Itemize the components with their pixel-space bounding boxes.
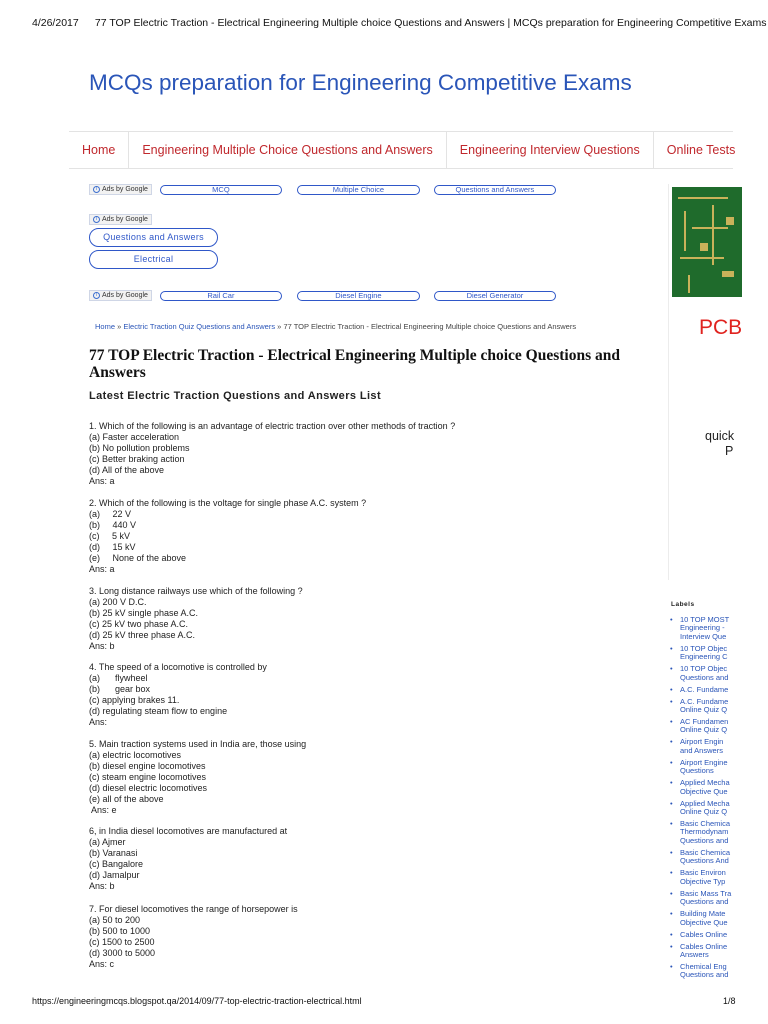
answer-option: (c) 25 kV two phase A.C. — [89, 619, 189, 629]
answer-option: (c) 1500 to 2500 — [89, 937, 155, 947]
label-text-line: Online Quiz Q — [680, 725, 728, 735]
label-link[interactable] — [670, 890, 734, 907]
ad-link-mcq[interactable]: MCQ — [160, 185, 282, 195]
bullet-icon: • — [670, 737, 673, 747]
answer-option: (a) 200 V D.C. — [89, 597, 147, 607]
label-text-line: 10 TOP Objec — [680, 643, 728, 653]
label-text-line: and Answers — [680, 745, 723, 755]
label-text-line: 10 TOP MOST — [680, 615, 730, 624]
question-block — [89, 498, 559, 575]
info-icon: i — [93, 186, 100, 193]
question-text: 7. For diesel locomotives the range of horsepower is — [89, 904, 298, 914]
bullet-icon: • — [670, 888, 673, 898]
ad-link-multiple-choice[interactable]: Multiple Choice — [297, 185, 420, 195]
site-title[interactable]: MCQs preparation for Engineering Competitive Exams — [89, 70, 632, 95]
label-text — [680, 943, 727, 960]
label-link[interactable] — [670, 718, 734, 735]
label-text — [680, 910, 728, 927]
answer-option: (c) steam engine locomotives — [89, 772, 207, 782]
question-text: 5. Main traction systems used in India are, those using — [89, 739, 307, 749]
label-link[interactable] — [670, 820, 734, 845]
bullet-icon: • — [670, 929, 673, 939]
question-block — [89, 904, 559, 970]
label-text — [680, 849, 730, 866]
label-text — [680, 800, 730, 817]
bullet-icon: • — [670, 684, 673, 694]
label-link[interactable] — [670, 943, 734, 960]
breadcrumb-separator: » — [275, 322, 284, 331]
ad-link-questions-answers-large[interactable]: Questions and Answers — [89, 228, 218, 247]
print-header — [32, 17, 767, 29]
question-block — [89, 662, 559, 728]
label-text-line: Questions and — [680, 672, 729, 682]
answer-option: (d) 15 kV — [89, 542, 136, 552]
label-link[interactable] — [670, 963, 734, 980]
ad-line-2: P — [725, 444, 734, 458]
label-text-line: Questions And — [680, 856, 729, 866]
label-text — [680, 759, 728, 776]
answer-option: (b) diesel engine locomotives — [89, 761, 206, 771]
answer-option: (b) 500 to 1000 — [89, 926, 151, 936]
question-text: 4. The speed of a locomotive is controlled by — [89, 662, 267, 672]
answer-option: (b) Varanasi — [89, 848, 138, 858]
answer-key: Ans: — [89, 717, 108, 727]
label-text-line: Questions — [680, 766, 714, 776]
bullet-icon: • — [670, 615, 673, 624]
label-link[interactable] — [670, 800, 734, 817]
label-text-line: Cables Online — [680, 941, 728, 951]
label-text-line: Chemical Eng — [680, 961, 727, 971]
bullet-icon: • — [670, 847, 673, 857]
answer-option: (e) None of the above — [89, 553, 187, 563]
question-block — [89, 826, 559, 892]
answer-key: Ans: c — [89, 959, 115, 969]
label-link[interactable] — [670, 665, 734, 682]
ads-by-google-label[interactable]: i Ads by Google — [89, 184, 152, 195]
label-text-line: Airport Engine — [680, 757, 728, 767]
question-text: 3. Long distance railways use which of the following ? — [89, 586, 303, 596]
label-text — [680, 686, 728, 694]
answer-option: (a) flywheel — [89, 673, 148, 683]
breadcrumb-separator: » — [115, 322, 124, 331]
answer-key: Ans: b — [89, 881, 115, 891]
answer-key: Ans: b — [89, 641, 115, 651]
label-text — [680, 718, 728, 735]
question-text: 1. Which of the following is an advantage of electric traction over other methods of traction ? — [89, 421, 456, 431]
label-text — [680, 738, 723, 755]
bullet-icon: • — [670, 909, 673, 919]
bullet-icon: • — [670, 778, 673, 788]
question-text: 2. Which of the following is the voltage for single phase A.C. system ? — [89, 498, 367, 508]
label-text-line: A.C. Fundame — [680, 684, 729, 694]
label-text-line: Engineering C — [680, 652, 728, 662]
answer-option: (a) 22 V — [89, 509, 132, 519]
label-text-line: Basic Chemica — [680, 819, 731, 829]
bullet-icon: • — [670, 868, 673, 878]
label-text-line: Online Quiz Q — [680, 807, 728, 817]
label-text-line: Objective Typ — [680, 876, 726, 886]
answer-option: (b) 440 V — [89, 520, 137, 530]
label-link[interactable] — [670, 759, 734, 776]
label-text-line: Basic Mass Tra — [680, 888, 732, 898]
bullet-icon: • — [670, 961, 673, 971]
label-text-line: 10 TOP Objec — [680, 664, 728, 674]
breadcrumb — [95, 322, 576, 331]
label-text-line: Questions and — [680, 970, 729, 980]
ad-links-row-2 — [89, 214, 152, 225]
label-link[interactable] — [670, 849, 734, 866]
bullet-icon: • — [670, 717, 673, 727]
breadcrumb-category[interactable]: Electric Traction Quiz Questions and Answers — [123, 322, 276, 331]
bullet-icon: • — [670, 819, 673, 829]
label-text-line: Basic Environ — [680, 868, 726, 878]
answer-option: (c) Better braking action — [89, 454, 185, 464]
post-subtitle: Latest Electric Traction Questions and Answers List — [89, 390, 382, 402]
answer-key: Ans: e — [89, 805, 117, 815]
label-text-line: Interview Que — [680, 631, 727, 641]
label-text — [680, 665, 728, 682]
breadcrumb-home[interactable]: Home — [95, 322, 116, 331]
label-text — [680, 869, 726, 886]
label-link[interactable] — [670, 869, 734, 886]
nav-mcq[interactable]: Engineering Multiple Choice Questions and Answers — [129, 132, 446, 168]
nav-interview[interactable]: Engineering Interview Questions — [447, 132, 654, 168]
label-link[interactable] — [670, 686, 734, 694]
label-text — [680, 890, 731, 907]
ad-links-row-3 — [89, 290, 556, 301]
ad-link-rail-car[interactable]: Rail Car — [160, 291, 282, 301]
answer-option: (d) 25 kV three phase A.C. — [89, 630, 196, 640]
label-text-line: Objective Que — [680, 917, 728, 927]
label-text-line: Objective Que — [680, 786, 728, 796]
answer-option: (e) all of the above — [89, 794, 164, 804]
answer-option: (d) diesel electric locomotives — [89, 783, 208, 793]
ad-headline: PCB — [699, 316, 743, 339]
answer-key: Ans: a — [89, 564, 115, 574]
answer-option: (a) 50 to 200 — [89, 915, 141, 925]
label-link[interactable] — [670, 910, 734, 927]
ad-link-diesel-engine[interactable]: Diesel Engine — [297, 291, 420, 301]
label-text-line: Basic Chemica — [680, 847, 731, 857]
print-footer-url: https://engineeringmcqs.blogspot.qa/2014/09/77-top-electric-traction-electrical.html — [32, 996, 362, 1006]
labels-heading: Labels — [671, 601, 695, 608]
ads-by-google-label[interactable]: i Ads by Google — [89, 290, 152, 301]
label-text-line: Applied Mecha — [680, 778, 730, 788]
question-text: 6, in India diesel locomotives are manufactured at — [89, 826, 288, 836]
label-text-line: Building Mate — [680, 909, 726, 919]
answer-option: (b) 25 kV single phase A.C. — [89, 608, 199, 618]
label-link[interactable] — [670, 931, 734, 939]
bullet-icon: • — [670, 696, 673, 706]
nav-online-tests[interactable]: Online Tests — [666, 143, 736, 157]
label-text-line: AC Fundamen — [680, 717, 729, 727]
label-text-line: Answers — [680, 949, 709, 959]
label-text-line: Airport Engin — [680, 737, 724, 747]
question-block — [89, 586, 559, 652]
ad-link-questions-answers[interactable]: Questions and Answers — [434, 185, 556, 195]
label-text — [680, 820, 730, 845]
bullet-icon: • — [670, 941, 673, 951]
answer-option: (c) applying brakes 11. — [89, 695, 180, 705]
print-date: 4/26/2017 — [32, 17, 79, 29]
label-text-line: Applied Mecha — [680, 798, 730, 808]
label-text-line: Questions and — [680, 835, 729, 845]
bullet-icon: • — [670, 757, 673, 767]
question-block — [89, 739, 559, 816]
ads-by-google-label[interactable]: i Ads by Google — [89, 214, 152, 225]
label-text — [680, 616, 729, 641]
ad-line-1: quick — [705, 429, 735, 443]
ad-link-diesel-generator[interactable]: Diesel Generator — [434, 291, 556, 301]
print-title: 77 TOP Electric Traction - Electrical Engineering Multiple choice Questions and Answers | MCQs preparation for Engineering Competitive Exams — [94, 17, 767, 29]
info-icon: i — [93, 216, 100, 223]
label-text — [680, 963, 728, 980]
answer-option: (d) All of the above — [89, 465, 165, 475]
answer-option: (a) Faster acceleration — [89, 432, 180, 442]
pcb-board-image — [672, 187, 742, 297]
label-text-line: Thermodynam — [680, 827, 729, 837]
ad-links-row-1 — [89, 184, 556, 195]
label-link[interactable] — [670, 616, 734, 641]
label-link[interactable] — [670, 698, 734, 715]
label-text — [680, 645, 728, 662]
nav-home[interactable]: Home — [69, 132, 129, 168]
label-text-line: Online Quiz Q — [680, 705, 728, 715]
info-icon: i — [93, 292, 100, 299]
sidebar-ad[interactable] — [668, 184, 743, 580]
label-text-line: Engineering - — [680, 623, 725, 633]
label-link[interactable] — [670, 779, 734, 796]
bullet-icon: • — [670, 643, 673, 653]
label-text-line: Questions and — [680, 897, 729, 907]
breadcrumb-current: 77 TOP Electric Traction - Electrical Engineering Multiple choice Questions and Answers — [283, 322, 577, 331]
label-link[interactable] — [670, 738, 734, 755]
answer-key: Ans: a — [89, 476, 115, 486]
bullet-icon: • — [670, 664, 673, 674]
answer-option: (d) regulating steam flow to engine — [89, 706, 228, 716]
labels-list — [670, 616, 734, 983]
label-text-line: Cables Online — [680, 929, 728, 939]
post-title: 77 TOP Electric Traction - Electrical Engineering Multiple choice Questions and Answers — [89, 347, 620, 381]
answer-option: (b) gear box — [89, 684, 151, 694]
print-page-number: 1/8 — [723, 996, 736, 1006]
label-text — [680, 779, 730, 796]
label-text-line: A.C. Fundame — [680, 696, 729, 706]
ad-link-electrical[interactable]: Electrical — [89, 250, 218, 269]
label-text — [680, 931, 727, 939]
answer-option: (d) Jamalpur — [89, 870, 140, 880]
answer-option: (c) Bangalore — [89, 859, 144, 869]
label-link[interactable] — [670, 645, 734, 662]
bullet-icon: • — [670, 798, 673, 808]
answer-option: (b) No pollution problems — [89, 443, 190, 453]
main-nav — [69, 131, 736, 169]
question-block — [89, 421, 559, 487]
answer-option: (c) 5 kV — [89, 531, 131, 541]
label-text — [680, 698, 728, 715]
answer-option: (a) Ajmer — [89, 837, 126, 847]
answer-option: (d) 3000 to 5000 — [89, 948, 156, 958]
answer-option: (a) electric locomotives — [89, 750, 182, 760]
